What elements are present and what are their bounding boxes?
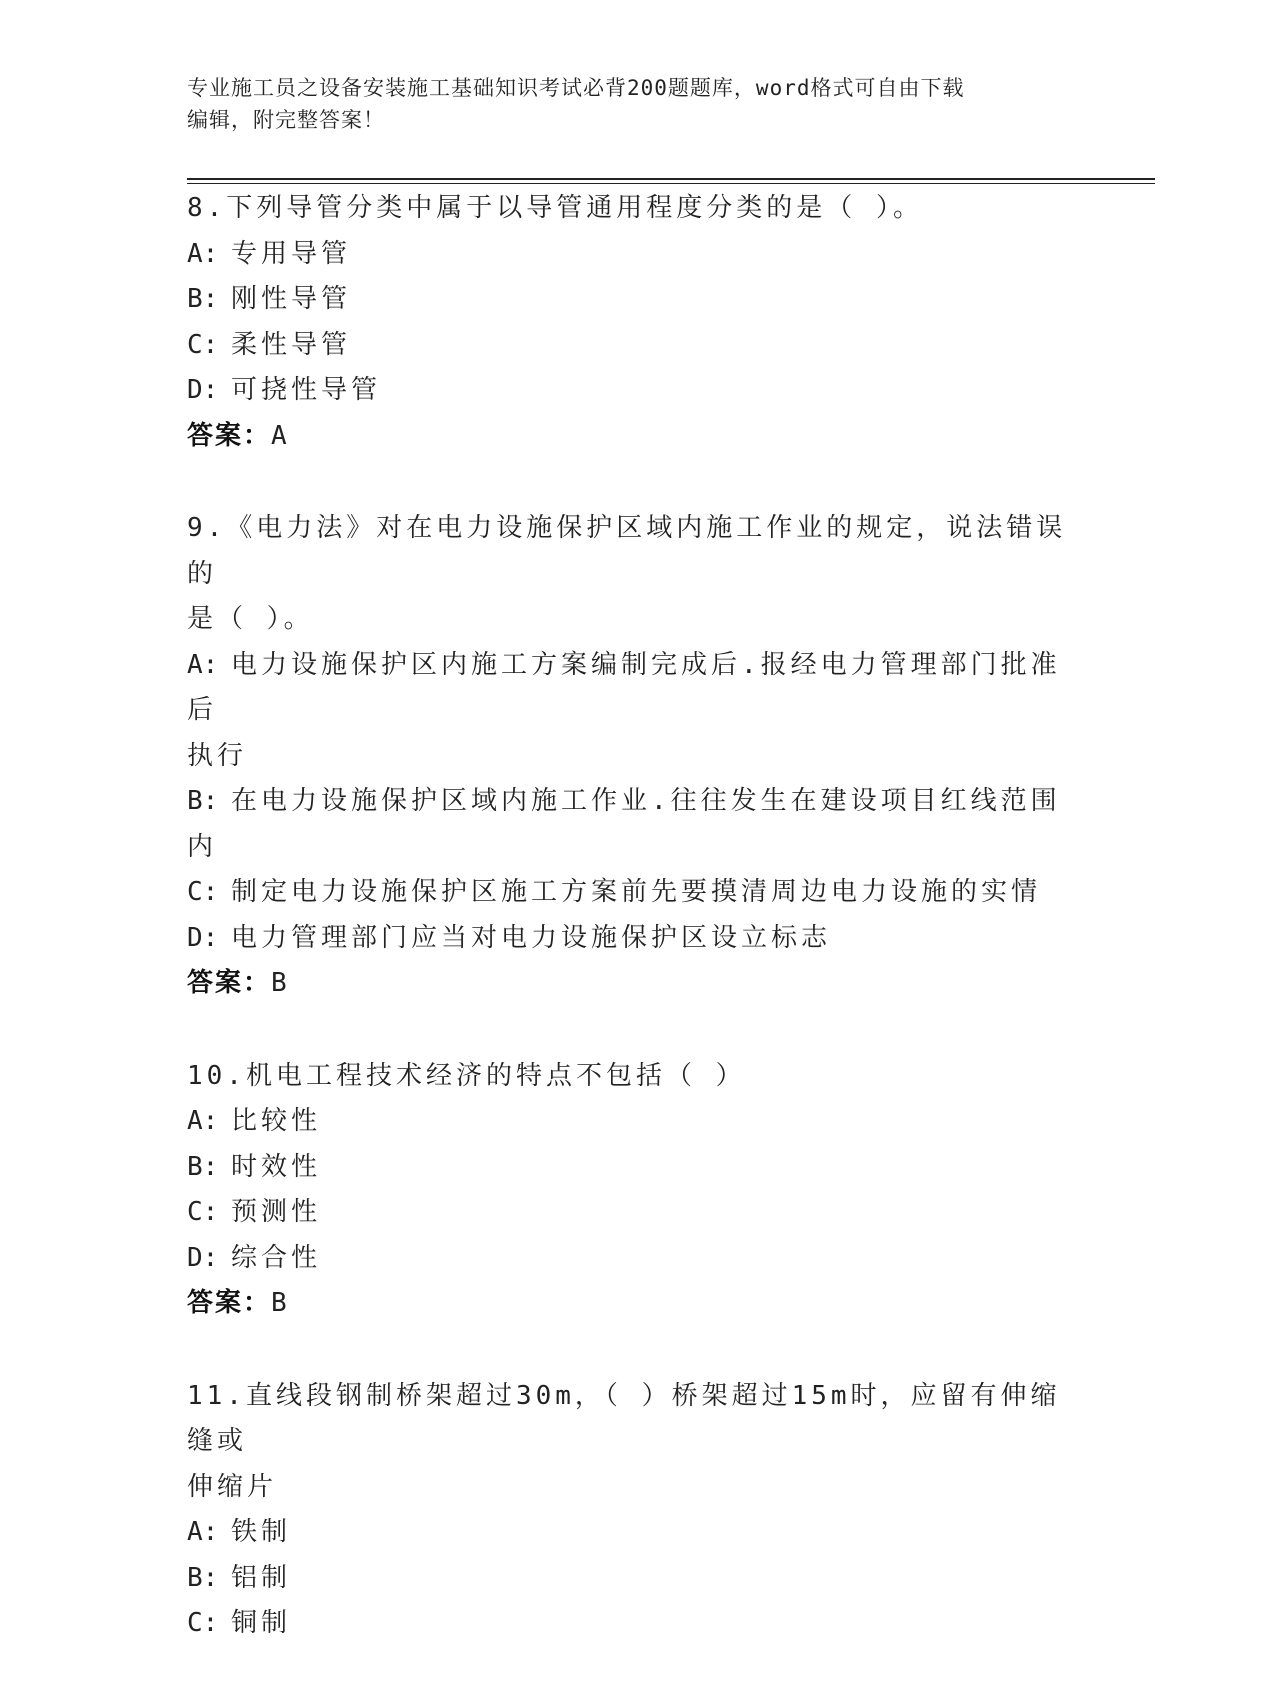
option-text: 在电力设施保护区域内施工作业.往往发生在建设项目红线范围内 [187,786,1061,862]
document-header [187,72,1087,136]
answer-option [187,643,1087,734]
option-text: 铁制 [231,1517,292,1547]
option-letter: A: [187,1106,219,1136]
option-text: 柔性导管 [231,329,352,360]
option-text: 预测性 [231,1197,322,1227]
answer-option [187,916,1087,962]
answer-option [187,870,1087,916]
answer-option [187,1236,1087,1282]
header-divider-thick [187,178,1155,180]
question-list [187,186,1087,1694]
option-letter: D: [187,922,219,953]
answer-option [187,1145,1087,1191]
option-text: 制定电力设施保护区施工方案前先要摸清周边电力设施的实情 [231,877,1042,907]
question-stem: 是（ ）。 [187,604,314,634]
option-text: 综合性 [231,1242,322,1273]
option-letter: C: [187,877,219,907]
option-text: 执行 [187,740,248,771]
answer-option [187,734,1087,780]
option-letter: B: [187,1562,219,1593]
answer-option [187,277,1087,323]
option-letter: A: [187,1517,219,1547]
answer-line [187,414,1087,460]
question-stem: 9.《电力法》对在电力设施保护区域内施工作业的规定，说法错误的 [187,513,1067,589]
answer-label: 答案： [187,968,272,998]
header-line-1: 专业施工员之设备安装施工基础知识考试必背200题题库，word格式可自由下载 [187,76,965,100]
option-text: 专用导管 [231,238,352,269]
header-divider-thin [187,183,1155,184]
option-text: 可挠性导管 [231,375,382,405]
option-letter: C: [187,1197,219,1227]
option-text: 时效性 [231,1151,322,1182]
answer-option [187,1190,1087,1236]
option-letter: D: [187,1242,219,1273]
option-letter: B: [187,284,219,314]
answer-label: 答案： [187,420,272,451]
option-letter: C: [187,1608,219,1638]
answer-option [187,1510,1087,1556]
option-text: 铜制 [231,1608,292,1638]
question-stem: 10.机电工程技术经济的特点不包括（ ） [187,1060,746,1091]
option-text: 电力设施保护区内施工方案编制完成后.报经电力管理部门批准后 [187,649,1061,725]
option-letter: D: [187,375,219,405]
answer-line [187,1281,1087,1327]
option-letter: A: [187,238,219,269]
answer-option [187,368,1087,414]
answer-option [187,1556,1087,1602]
option-text: 比较性 [231,1106,322,1136]
option-text: 电力管理部门应当对电力设施保护区设立标志 [231,922,832,953]
answer-line [187,961,1087,1007]
answer-value: B [271,968,289,998]
header-line-2: 编辑，附完整答案！ [187,108,385,132]
question-block [187,1374,1087,1647]
option-letter: B: [187,1151,219,1182]
option-letter: A: [187,649,219,680]
question-stem: 8.下列导管分类中属于以导管通用程度分类的是（ ）。 [187,193,923,223]
answer-label: 答案： [187,1288,272,1318]
answer-option [187,779,1087,870]
question-block [187,506,1087,1007]
answer-value: B [271,1288,289,1318]
question-block [187,186,1087,459]
answer-option [187,323,1087,369]
question-block [187,1054,1087,1327]
answer-option [187,1099,1087,1145]
option-text: 刚性导管 [231,284,352,314]
answer-option [187,232,1087,278]
question-stem: 11.直线段钢制桥架超过30m，（ ）桥架超过15m时，应留有伸缩缝或 [187,1380,1061,1456]
option-text: 铝制 [231,1562,292,1593]
answer-option [187,1601,1087,1647]
option-letter: B: [187,786,219,816]
question-stem: 伸缩片 [187,1471,278,1502]
option-letter: C: [187,329,219,360]
answer-value: A [271,420,289,451]
